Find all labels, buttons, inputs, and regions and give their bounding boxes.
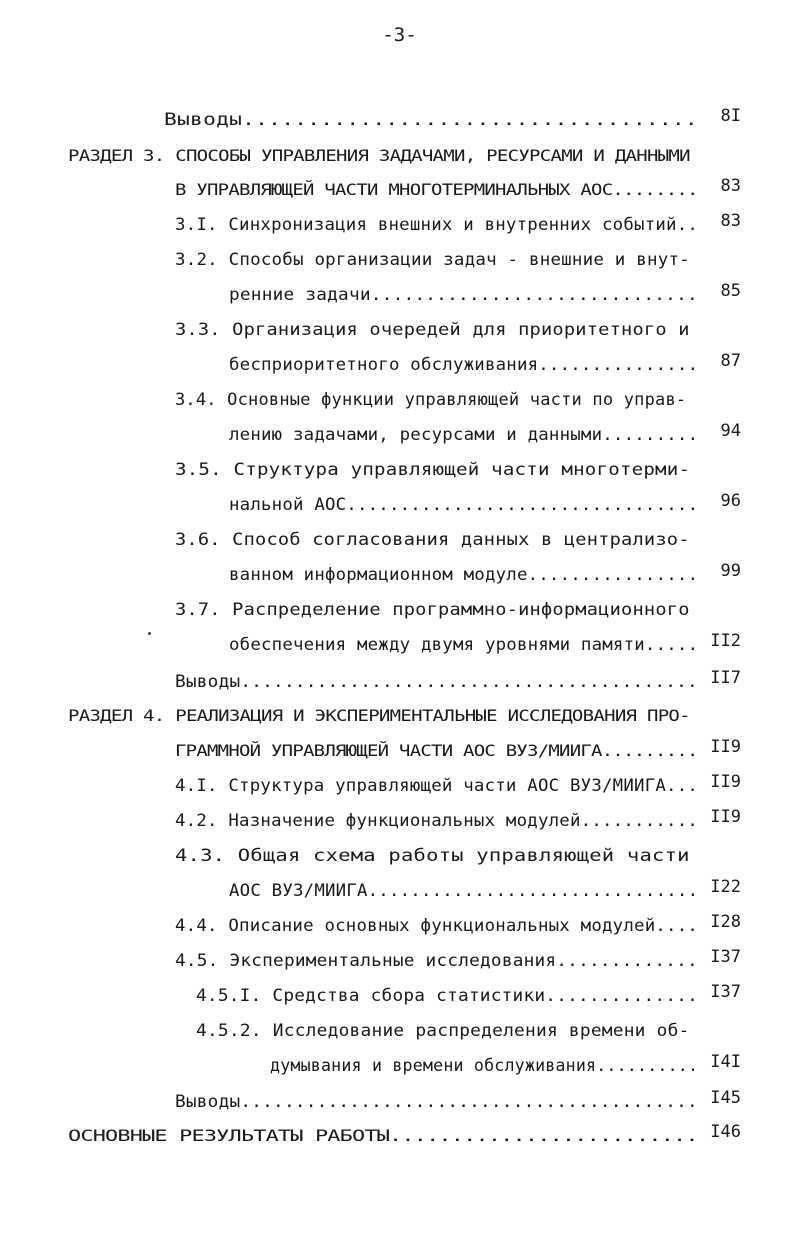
toc-line: Выводы................................... [164,110,698,130]
toc-line: Выводы.......................................... [175,672,698,692]
toc-line: 4.2. Назначение функциональных модулей........... [175,811,699,831]
toc-page-number: I4I [710,1052,741,1072]
toc-line: 4.4. Описание основных функциональных модулей.... [175,916,699,936]
toc-line: лению задачами, ресурсами и данными......... [229,425,699,445]
speck [148,632,151,635]
page-number: -3- [382,24,417,46]
toc-line: ренние задачи.............................. [229,285,698,305]
toc-line: бесприоритетного обслуживания............... [229,355,699,375]
toc-line: 3.6. Способ согласования данных в централизо- [175,530,690,550]
toc-line: ГРАММНОЙ УПРАВЛЯЮЩЕЙ ЧАСТИ АОС ВУЗ/МИИГА......... [175,741,698,760]
toc-line: ОСНОВНЫЕ РЕЗУЛЬТАТЫ РАБОТЫ......................... [68,1126,698,1145]
toc-line: 4.5.I. Средства сбора статистики.............. [196,986,699,1006]
toc-line: РАЗДЕЛ 4. РЕАЛИЗАЦИЯ И ЭКСПЕРИМЕНТАЛЬНЫЕ ИССЛЕДОВАНИЯ ПРО- [68,706,690,725]
toc-line: Выводы.......................................... [175,1092,698,1112]
toc-line: 4.5. Экспериментальные исследования............. [175,951,698,971]
toc-page-number: II7 [710,668,741,688]
toc-page-number: 87 [720,351,741,371]
toc-line: ванном информационном модуле................ [229,565,699,585]
toc-page-number: I37 [710,947,741,967]
toc-line: обеспечения между двумя уровнями памяти..... [229,635,699,655]
toc-page-number: I28 [710,912,741,932]
toc-line: 3.5. Структура управляющей части многотерми- [175,460,691,480]
toc-line: нальной АОС................................. [229,495,699,515]
toc-line: 4.3. Общая схема работы управляющей части [175,846,690,866]
toc-page-number: II2 [710,631,741,651]
toc-line: 4.I. Структура управляющей части АОС ВУЗ/МИИГА... [175,776,699,796]
toc-page-number: 83 [720,211,741,231]
toc-page-number: II9 [710,807,741,827]
toc-line: 4.5.2. Исследование распределения времени об- [196,1021,690,1041]
toc-page-number: I37 [710,982,741,1002]
toc-line: 3.4. Основные функции управляющей части по управ- [175,390,687,410]
toc-line: 3.3. Организация очередей для приоритетного и [175,320,690,340]
toc-line: думывания и времени обслуживания.......... [270,1056,699,1076]
toc-line: 3.2. Способы организации задач - внешние и внут- [175,250,690,270]
toc-page-number: II9 [710,772,741,792]
toc-page-number: 94 [720,421,741,441]
toc-line: В УПРАВЛЯЮЩЕЙ ЧАСТИ МНОГОТЕРМИНАЛЬНЫХ АОС........ [175,180,698,199]
toc-page-number: 83 [720,176,741,196]
toc-page-number: 96 [720,491,741,511]
toc-line: РАЗДЕЛ 3. СПОСОБЫ УПРАВЛЕНИЯ ЗАДАЧАМИ, РЕСУРСАМИ И ДАННЫМИ [68,146,690,165]
toc-page-number: II9 [710,737,741,757]
toc-line: 3.I. Синхронизация внешних и внутренних событий.. [175,215,699,235]
toc-page-number: I45 [710,1088,741,1108]
toc-page-number: I22 [710,877,741,897]
toc-page-number: 8I [720,106,741,126]
toc-page-number: 99 [720,561,741,581]
toc-page-number: I46 [710,1122,741,1142]
toc-line: АОС ВУЗ/МИИГА............................... [229,881,699,901]
toc-page-number: 85 [720,281,741,301]
toc-line: 3.7. Распределение программно-информационного [175,600,690,620]
